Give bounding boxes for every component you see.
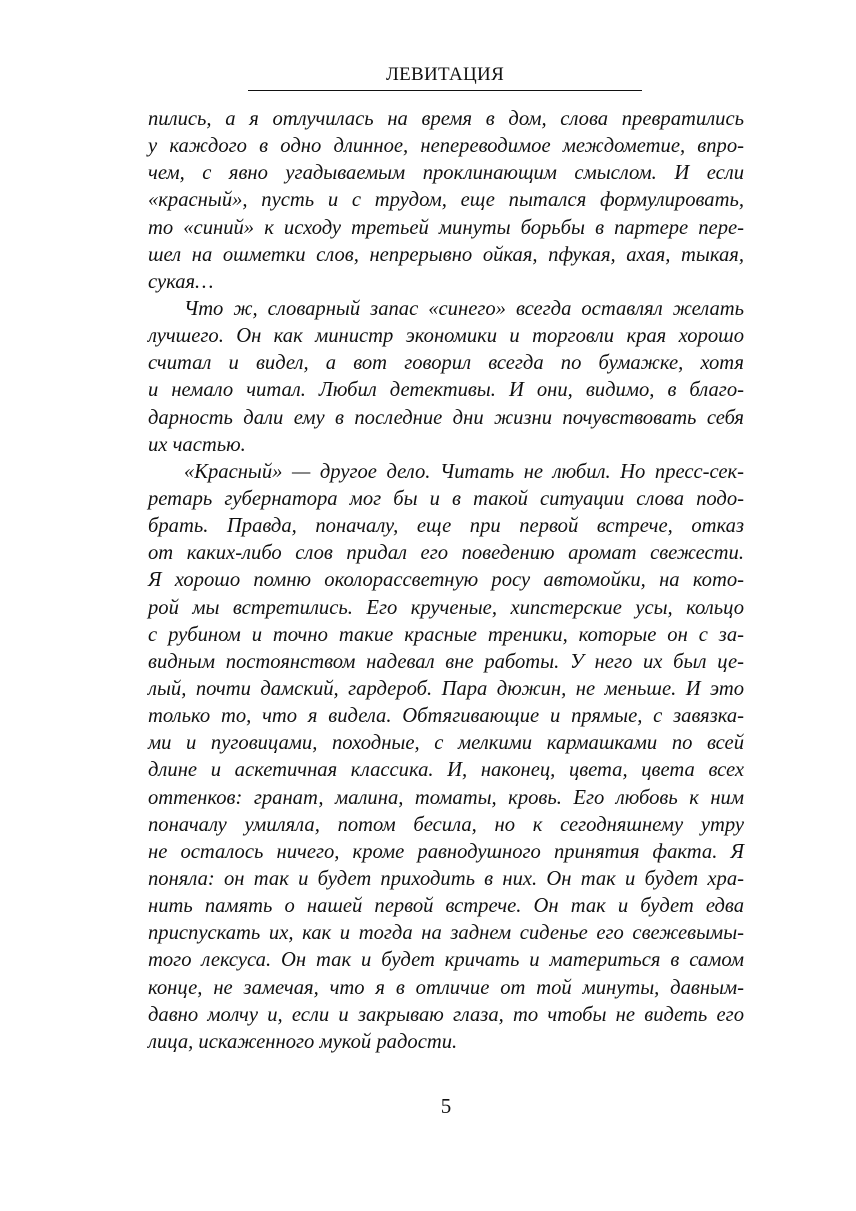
paragraph-1 (148, 106, 744, 296)
text-line: Что ж, словарный запас «синего» всегда оставлял желать (184, 297, 744, 320)
text-line: того лексуса. Он так и будет кричать и материться в самом (148, 949, 744, 972)
text-line: дарность дали ему в последние дни жизни почувствовать себя (148, 406, 744, 429)
text-line: лый, почти дамский, гардероб. Пара дюжин, не меньше. И это (148, 677, 744, 700)
text-line: нить память о нашей первой встрече. Он так и будет едва (148, 895, 744, 918)
text-line: видным постоянством надевал вне работы. У него их был це- (148, 650, 744, 673)
body-text (148, 106, 744, 1056)
text-line: сукая… (148, 270, 214, 293)
paragraph-2 (148, 296, 744, 459)
text-line: поняла: он так и будет приходить в них. Он так и будет хра- (148, 867, 744, 890)
text-line: и немало читал. Любил детективы. И они, видимо, в благо- (148, 379, 744, 402)
text-line: чем, с явно угадываемым проклинающим смыслом. И если (148, 162, 744, 185)
text-line: брать. Правда, поначалу, еще при первой встрече, отказ (148, 515, 744, 538)
paragraph-3 (148, 459, 744, 1056)
text-line: давно молчу и, если и закрываю глаза, то чтобы не видеть его (148, 1003, 744, 1026)
text-line: поначалу умиляла, потом бесила, но к сегодняшнему утру (148, 813, 744, 836)
text-line: рой мы встретились. Его крученые, хипстерские усы, кольцо (148, 596, 744, 619)
text-line: оттенков: гранат, малина, томаты, кровь. Его любовь к ним (148, 786, 744, 809)
text-line: считал и видел, а вот говорил всегда по бумажке, хотя (148, 352, 744, 375)
text-line: ми и пуговицами, походные, с мелкими кармашками по всей (148, 732, 744, 755)
text-line: длине и аскетичная классика. И, наконец, цвета, цвета всех (148, 759, 744, 782)
text-line: только то, что я видела. Обтягивающие и прямые, с завязка- (148, 705, 744, 728)
text-line: шел на ошметки слов, непрерывно ойкая, пфукая, ахая, тыкая, (148, 243, 744, 266)
text-line: пились, а я отлучилась на время в дом, слова превратились (148, 108, 744, 130)
page-number: 5 (440, 1094, 452, 1118)
text-line: от каких-либо слов придал его поведению аромат свежести. (148, 542, 744, 565)
text-line: ретарь губернатора мог бы и в такой ситуации слова подо- (148, 487, 744, 510)
text-line: Я хорошо помню околорассветную росу автомойки, на кото- (148, 569, 744, 592)
text-line: у каждого в одно длинное, непереводимое междометие, впро- (148, 135, 744, 158)
header-rule (248, 90, 642, 91)
text-line: не осталось ничего, кроме равнодушного принятия факта. Я (148, 840, 744, 863)
text-line: то «синий» к исходу третьей минуты борьбы в партере пере- (148, 216, 744, 239)
text-line: конце, не замечая, что я в отличие от той минуты, давным- (148, 976, 744, 999)
text-line: с рубином и точно такие красные треники, которые он с за- (148, 623, 744, 646)
text-line: приспускать их, как и тогда на заднем сиденье его свежевымы- (148, 922, 744, 945)
text-line: их частью. (148, 433, 246, 456)
text-line: «красный», пусть и с трудом, еще пытался формулировать, (148, 189, 744, 212)
text-line: лучшего. Он как министр экономики и торговли края хорошо (148, 325, 744, 348)
text-line: «Красный» — другое дело. Читать не любил. Но пресс-сек- (184, 460, 744, 483)
running-header-title: ЛЕВИТАЦИЯ (385, 64, 505, 85)
text-line: лица, искаженного мукой радости. (148, 1030, 458, 1053)
